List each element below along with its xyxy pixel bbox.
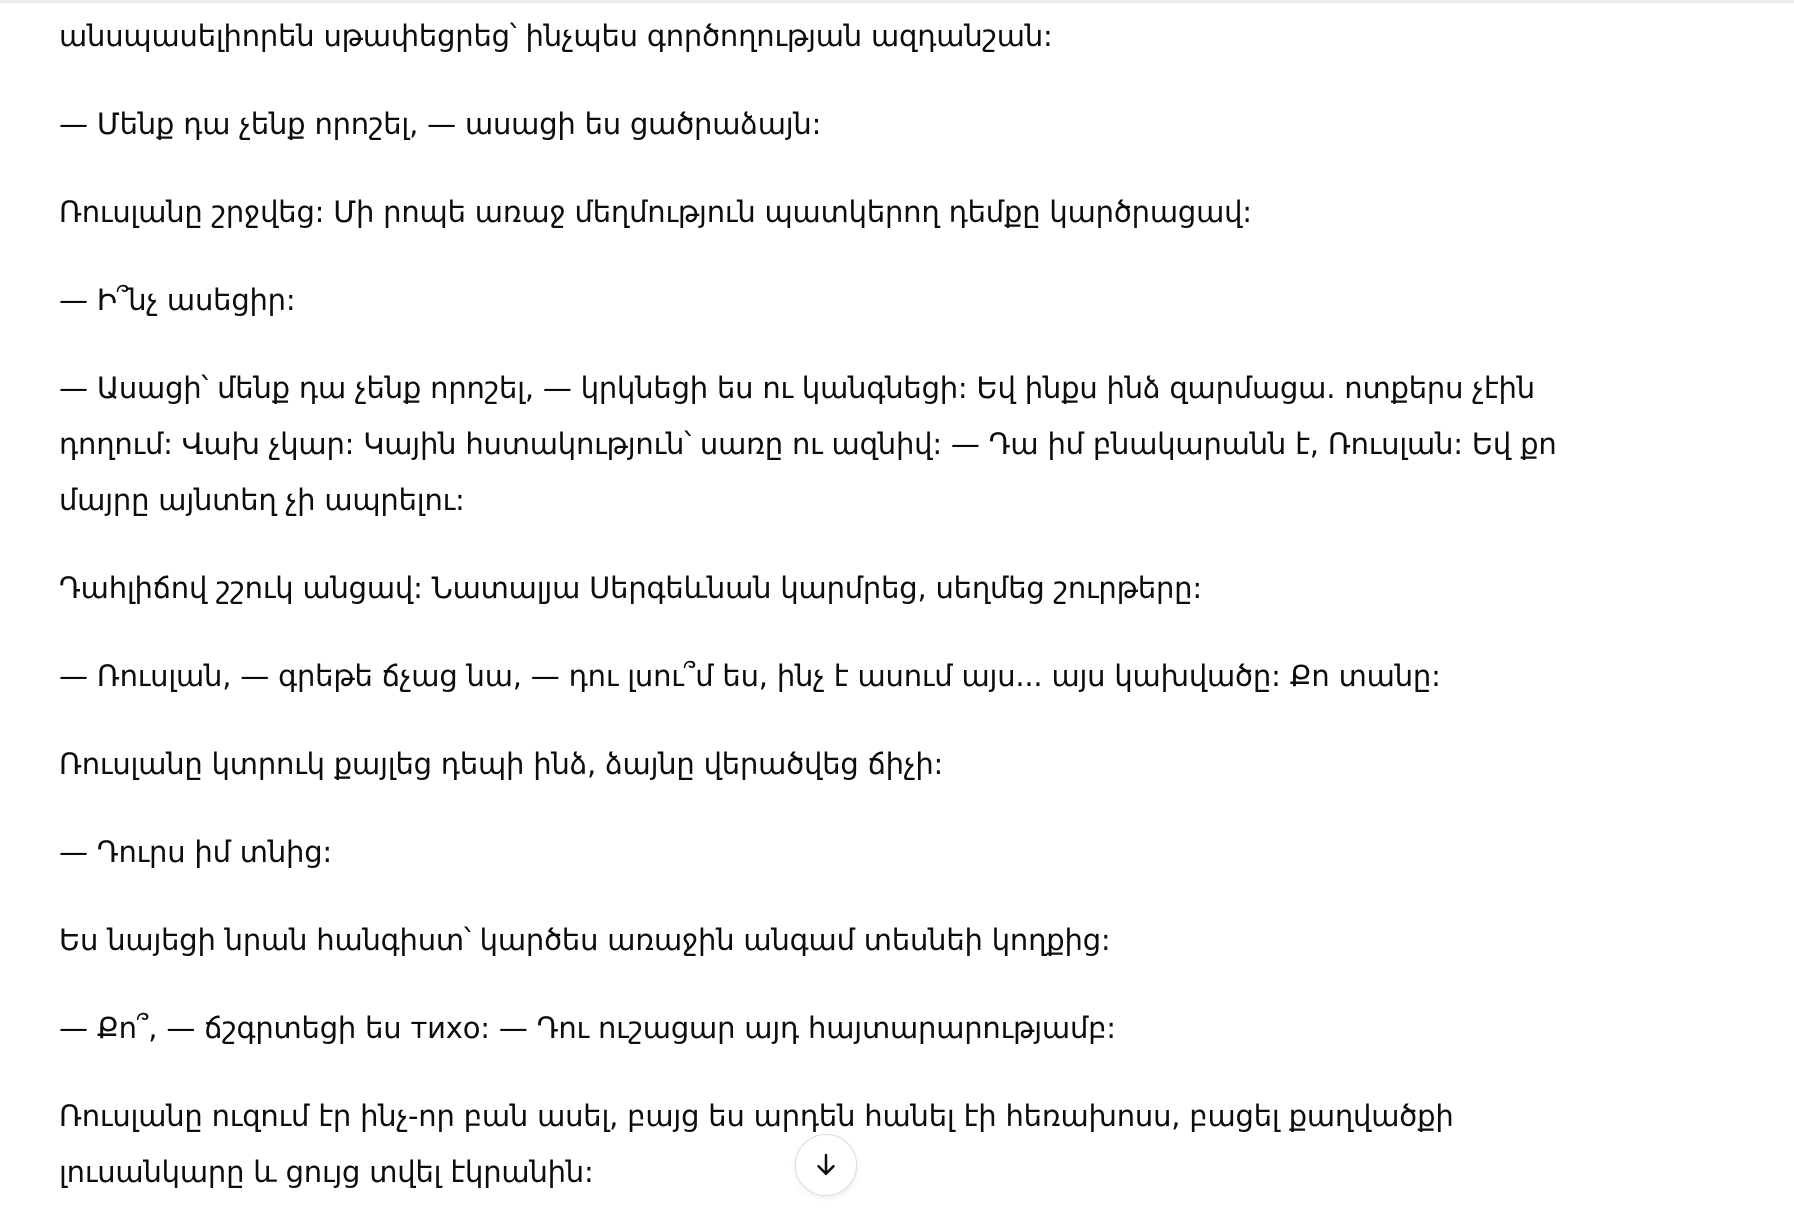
message-paragraph: — Ասացի՝ մենք դա չենք որոշել, — կրկնեցի ես ու կանգնեցի: Եվ ինքս ինձ զարմացա. ոտքերս չէին դողում: Վախ չկար: Կային հստակություն՝ սառը ու ազնիվ: — Դա իմ բնակարանն է, Ռուսլան: Եվ քո մայրը այնտեղ չի ապրելու: — [59, 371, 1557, 517]
message-paragraph: — Քո՞, — ճշգրտեցի ես тихо: — Դու ուշացար այդ հայտարարությամբ: — [59, 1011, 1116, 1045]
arrow-down-icon — [811, 1150, 841, 1180]
message-paragraph: Դահլիճով շշուկ անցավ: Նատալյա Սերգեևնան կարմրեց, սեղմեց շուրթերը: — [59, 571, 1202, 605]
message-paragraph: Ռուսլանը կտրուկ քայլեց դեպի ինձ, ձայնը վերածվեց ճիչի: — [59, 747, 944, 781]
message-paragraph: — Մենք դա չենք որոշել, — ասացի ես ցածրաձայն: — [59, 107, 822, 141]
top-divider — [0, 0, 1794, 3]
message-paragraph: Ռուսլանը ուզում էր ինչ-որ բան ասել, բայց ես արդեն հանել էի հեռախոսս, բացել քաղվածքի լուսանկարը և ցույց տվել էկրանին: — [59, 1099, 1454, 1189]
message-content — [59, 8, 1619, 1232]
message-paragraph: — Ի՞նչ ասեցիր: — [59, 283, 296, 317]
message-paragraph: անսպասելիորեն սթափեցրեց՝ ինչպես գործողության ազդանշան: — [59, 19, 1053, 53]
message-paragraph: Ես նայեցի նրան հանգիստ՝ կարծես առաջին անգամ տեսնեի կողքից: — [59, 923, 1111, 957]
scroll-to-bottom-button[interactable] — [795, 1134, 857, 1196]
message-paragraph: — Դուրս իմ տնից: — [59, 835, 332, 869]
message-paragraph: — Ռուսլան, — գրեթե ճչաց նա, — դու լսու՞մ ես, ինչ է ասում այս... այս կախվածը: Քո տանը: — [59, 659, 1441, 693]
message-paragraph: Ռուսլանը շրջվեց: Մի րոպե առաջ մեղմություն պատկերող դեմքը կարծրացավ: — [59, 195, 1252, 229]
